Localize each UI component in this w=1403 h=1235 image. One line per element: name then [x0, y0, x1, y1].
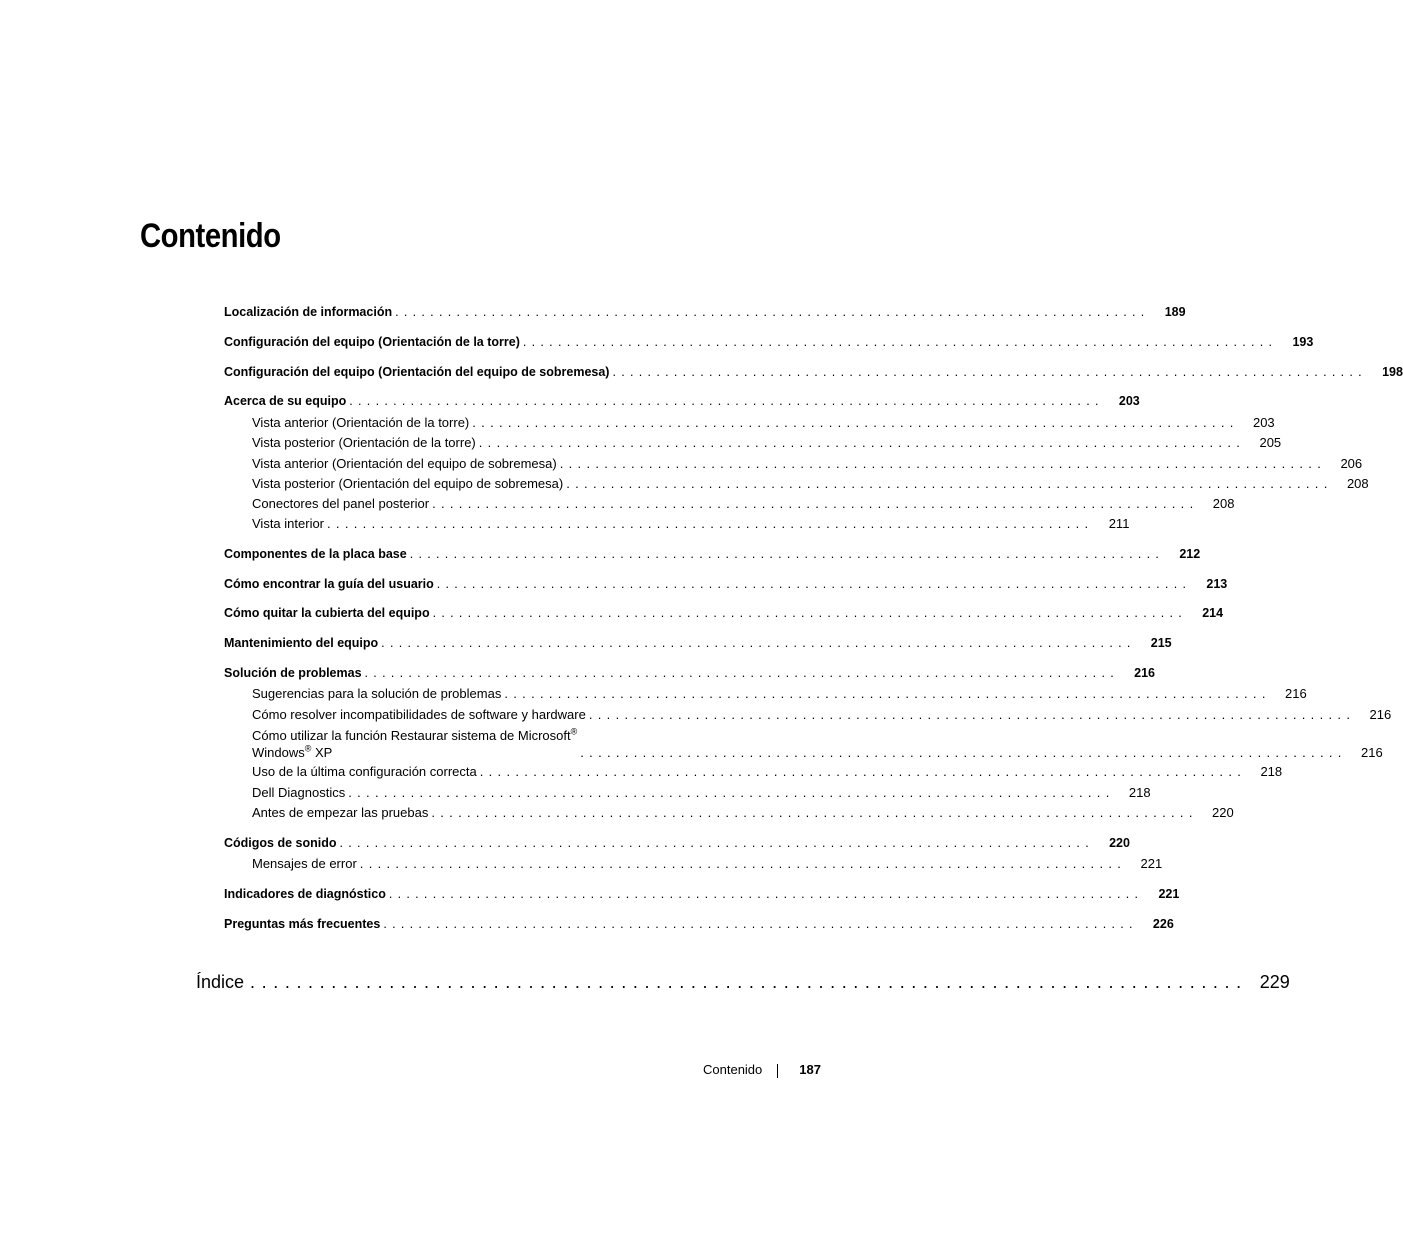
footer-divider	[777, 1064, 778, 1078]
dot-leader: ......................................................................................	[381, 636, 1136, 650]
toc-entry[interactable]	[224, 546, 1201, 562]
toc-entry-page: 218	[1128, 785, 1151, 800]
toc-subentry[interactable]	[252, 726, 1383, 761]
toc-entry-page: 205	[1259, 435, 1282, 450]
dot-leader: ......................................................................................	[409, 547, 1165, 561]
dot-leader: ......................................................................................	[339, 836, 1094, 850]
toc-entry-page: 214	[1202, 606, 1224, 620]
toc-entry-text: Preguntas más frecuentes	[224, 917, 381, 931]
toc-entry-page: 206	[1340, 456, 1363, 471]
registered-mark: ®	[304, 743, 312, 754]
toc-entry-page: 211	[1108, 516, 1130, 531]
toc-entry-page: 203	[1118, 394, 1140, 408]
toc-entry[interactable]	[224, 886, 1180, 902]
toc-entry-page: 208	[1212, 496, 1235, 511]
toc-entry-page: 221	[1140, 856, 1163, 871]
toc-entry-text: Vista interior	[252, 516, 325, 531]
toc-entry-text: Uso de la última configuración correcta	[252, 764, 477, 779]
toc-entry-text: Dell Diagnostics	[252, 785, 346, 800]
toc-entry-page: 216	[1285, 686, 1307, 701]
toc-entry-text: Vista anterior (Orientación del equipo de sobremesa)	[252, 456, 557, 471]
toc-subentry[interactable]	[252, 476, 1369, 492]
page-title: Contenido	[140, 217, 281, 255]
toc-entry[interactable]	[224, 835, 1130, 851]
dot-leader: ......................................................................................	[388, 887, 1144, 901]
index-entry-page: 229	[1259, 972, 1290, 992]
toc-entry-page: 215	[1150, 636, 1172, 650]
toc-entry-page: 218	[1260, 764, 1283, 779]
toc-entry[interactable]	[224, 605, 1224, 621]
toc-entry-text: Vista posterior (Orientación de la torre)	[252, 435, 476, 450]
toc-subentry[interactable]	[252, 686, 1307, 702]
toc-entry[interactable]	[224, 635, 1172, 651]
dot-leader: ......................................................................................	[383, 917, 1138, 931]
toc-entry-text: Mensajes de error	[252, 856, 357, 871]
dot-leader: ......................................................................................	[478, 435, 1246, 450]
toc-entry[interactable]	[224, 665, 1155, 681]
toc-entry-text: Localización de información	[224, 305, 393, 319]
toc-subentry[interactable]	[252, 785, 1151, 801]
dot-leader: ......................................................................................	[349, 394, 1104, 408]
dot-leader: ......................................................................................	[566, 476, 1333, 491]
toc-entry-text: Configuración del equipo (Orientación de la torre)	[224, 335, 520, 349]
toc-entry-text: Antes de empezar las pruebas	[252, 805, 429, 820]
dot-leader: ......................................................................................	[479, 764, 1247, 779]
toc-entry-page: 220	[1212, 805, 1234, 820]
dot-leader: ......................................................................................	[472, 415, 1239, 430]
footer-section-name: Contenido	[703, 1062, 763, 1077]
toc-entry-page: 212	[1179, 547, 1201, 561]
toc-subentry[interactable]	[252, 456, 1363, 472]
toc-entry-page: 216	[1134, 666, 1155, 680]
toc-entry-text-line1: Cómo utilizar la función Restaurar sistema de Microsoft	[252, 728, 571, 743]
toc-entry-text: Vista posterior (Orientación del equipo de sobremesa)	[252, 476, 564, 491]
toc-subentry[interactable]	[252, 516, 1130, 532]
toc-entry[interactable]	[224, 304, 1186, 320]
dot-leader: ......................................................................................	[504, 686, 1271, 701]
toc-subentry[interactable]	[252, 435, 1282, 451]
dot-leader: ......................................................................................	[395, 305, 1150, 319]
toc-entry-page: 213	[1206, 577, 1228, 591]
toc-entry-page: 203	[1252, 415, 1275, 430]
dot-leader: ......................................................................................	[432, 496, 1199, 511]
dot-leader: ......................................................................................	[559, 456, 1327, 471]
toc-entry-text: Sugerencias para la solución de problemas	[252, 686, 502, 701]
dot-leader: ......................................................................................	[250, 972, 1248, 992]
toc-entry[interactable]	[224, 393, 1140, 409]
toc-entry-text: Conectores del panel posterior	[252, 496, 430, 511]
toc-entry-text: Códigos de sonido	[224, 836, 337, 850]
toc-entry-text: Acerca de su equipo	[224, 394, 347, 408]
toc-entry-page: 220	[1109, 836, 1130, 850]
toc-entry-text: Cómo encontrar la guía del usuario	[224, 577, 434, 591]
toc-entry-page: 221	[1158, 887, 1180, 901]
toc-entry-page: 189	[1164, 305, 1186, 319]
toc-entry-text: Cómo quitar la cubierta del equipo	[224, 606, 430, 620]
footer-page-number: 187	[799, 1062, 821, 1077]
registered-mark: ®	[570, 726, 578, 737]
dot-leader: ......................................................................................	[348, 785, 1115, 800]
dot-leader: ......................................................................................	[432, 606, 1188, 620]
index-entry[interactable]	[196, 970, 1290, 994]
toc-entry-text: Indicadores de diagnóstico	[224, 887, 386, 901]
toc-entry-page: 193	[1292, 335, 1314, 349]
dot-leader: ......................................................................................	[522, 335, 1278, 349]
toc-subentry[interactable]	[252, 764, 1283, 780]
toc-entry-page: 226	[1152, 917, 1174, 931]
toc-subentry[interactable]	[252, 496, 1235, 512]
toc-entry-text: Cómo resolver incompatibilidades de software y hardware	[252, 707, 586, 722]
toc-entry-page: 216	[1369, 707, 1392, 722]
dot-leader: ......................................................................................	[327, 516, 1094, 531]
dot-leader: ......................................................................................	[588, 707, 1356, 722]
dot-leader: ......................................................................................	[359, 856, 1127, 871]
toc-entry-text-line2: Windows	[252, 745, 305, 760]
toc-entry-text: Vista anterior (Orientación de la torre)	[252, 415, 470, 430]
index-entry-text: Índice	[196, 972, 245, 992]
toc-subentry[interactable]	[252, 707, 1392, 723]
dot-leader: ......................................................................................	[580, 745, 1347, 760]
toc-subentry[interactable]	[252, 805, 1234, 821]
toc-entry-text: Componentes de la placa base	[224, 547, 407, 561]
toc-entry[interactable]	[224, 334, 1314, 350]
toc-entry-page: 198	[1382, 365, 1403, 379]
toc-subentry[interactable]	[252, 856, 1163, 872]
dot-leader: ......................................................................................	[431, 805, 1198, 820]
toc-entry[interactable]	[224, 916, 1174, 932]
toc-entry[interactable]	[224, 364, 1403, 380]
dot-leader: ......................................................................................	[364, 666, 1119, 680]
toc-entry-text	[252, 727, 577, 761]
toc-entry[interactable]	[224, 576, 1228, 592]
toc-entry-page: 216	[1360, 745, 1383, 760]
toc-entry-text-line2-suffix: XP	[311, 745, 333, 760]
dot-leader: ......................................................................................	[436, 577, 1192, 591]
dot-leader: ......................................................................................	[612, 365, 1367, 379]
toc-subentry[interactable]	[252, 415, 1275, 431]
toc-entry-text: Mantenimiento del equipo	[224, 636, 379, 650]
toc-entry-text: Configuración del equipo (Orientación del equipo de sobremesa)	[224, 365, 610, 379]
toc-entry-page: 208	[1346, 476, 1369, 491]
toc-entry-text: Solución de problemas	[224, 666, 362, 680]
